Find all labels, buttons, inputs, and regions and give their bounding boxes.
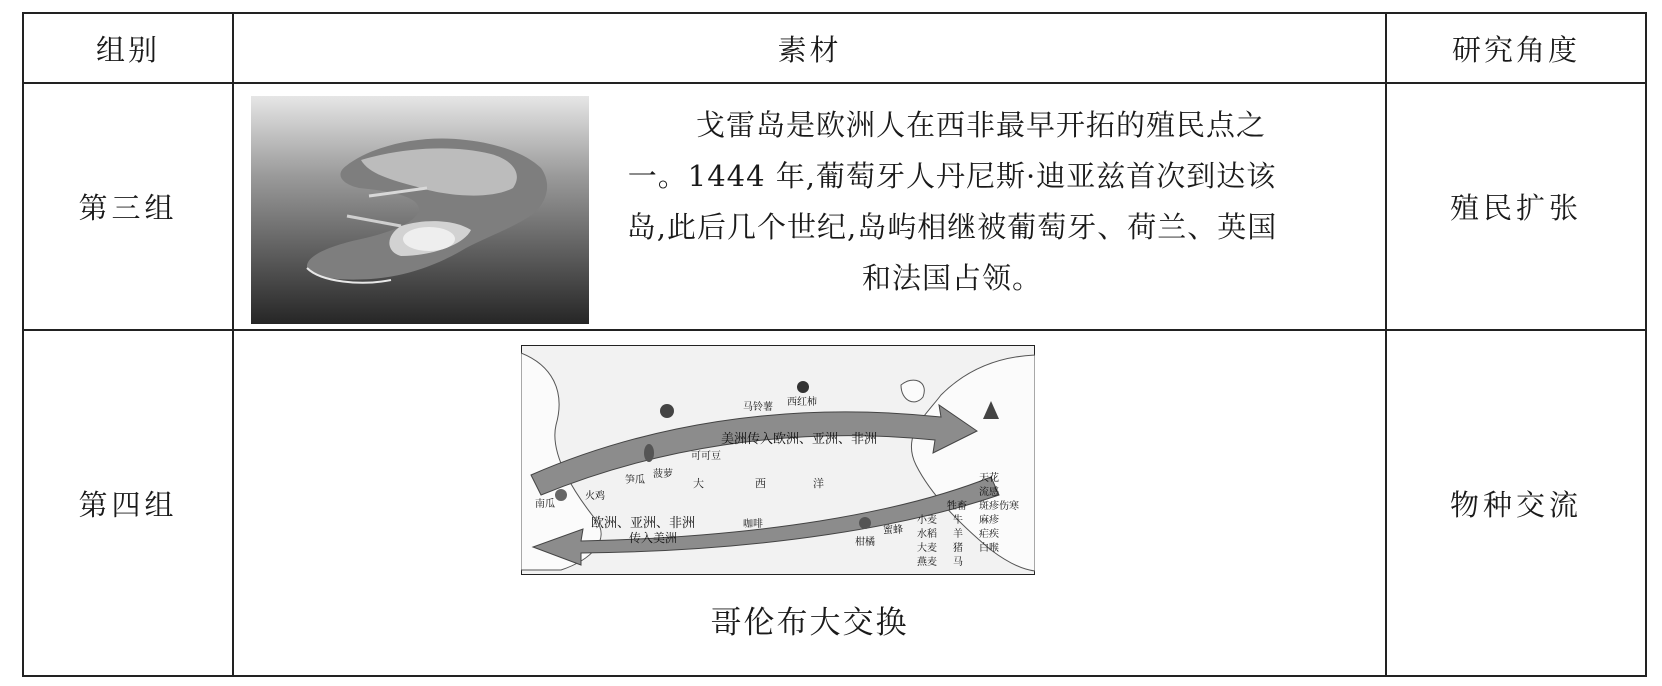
material-cell: [233, 330, 1386, 676]
disease-label: 白喉: [979, 543, 999, 554]
disease-label: 麻疹: [979, 515, 999, 526]
orange-icon: [859, 517, 871, 529]
goree-island-photo: [251, 96, 589, 324]
header-group: 组别: [23, 13, 233, 83]
group-label: 第三组: [23, 83, 233, 330]
research-angle: 物种交流: [1386, 330, 1646, 676]
item-label: 大麦: [917, 543, 937, 554]
item-label: 可可豆: [691, 451, 721, 462]
research-angle: 殖民扩张: [1386, 83, 1646, 330]
item-label: 火鸡: [585, 491, 605, 502]
upper-arrow-label: 美洲传入欧洲、亚洲、非洲: [721, 432, 878, 447]
item-label: 猪: [953, 543, 963, 554]
ocean-label: 洋: [813, 477, 824, 490]
pumpkin-icon: [555, 489, 567, 501]
item-label: 菠萝: [653, 469, 673, 480]
lower-arrow-label: 传入美洲: [629, 531, 678, 545]
table-row: [23, 330, 1646, 676]
item-label: 西红柿: [787, 397, 817, 408]
columbian-exchange-map: [521, 345, 1035, 575]
item-label: 马铃薯: [743, 402, 773, 413]
item-label: 燕麦: [917, 557, 937, 568]
lower-arrow-label: 欧洲、亚洲、非洲: [591, 516, 696, 531]
item-label: 柑橘: [855, 537, 875, 548]
disease-label: 斑疹伤寒: [979, 501, 1019, 512]
goree-description: 戈雷岛是欧洲人在西非最早开拓的殖民点之一。1444 年,葡萄牙人丹尼斯·迪亚兹首次到达该岛,此后几个世纪,岛屿相继被葡萄牙、荷兰、英国和法国占领。: [626, 108, 1278, 295]
header-row: [23, 13, 1646, 83]
ocean-label: 大: [693, 477, 704, 490]
group-label: 第四组: [23, 330, 233, 676]
disease-label: 天花: [979, 473, 999, 484]
material-cell: [233, 83, 1386, 330]
table-row: [23, 83, 1646, 330]
item-label: 水稻: [917, 529, 937, 540]
item-label: 蜜蜂: [883, 525, 903, 536]
item-label: 牲畜: [947, 501, 967, 512]
disease-label: 疟疾: [979, 529, 999, 540]
item-label: 小麦: [917, 515, 937, 526]
item-label: 南瓜: [535, 499, 555, 510]
ocean-label: 西: [755, 477, 766, 490]
item-label: 牛: [953, 515, 963, 526]
item-label: 笋瓜: [625, 475, 645, 486]
content-table: [22, 12, 1647, 677]
disease-label: 流感: [979, 487, 999, 498]
map-caption: 哥伦布大交换: [710, 605, 909, 641]
header-angle: 研究角度: [1386, 13, 1646, 83]
item-label: 咖啡: [743, 519, 763, 530]
item-label: 马: [953, 557, 963, 568]
cocoa-icon: [660, 404, 674, 418]
header-material: 素材: [233, 13, 1386, 83]
item-label: 羊: [953, 529, 963, 540]
pineapple-icon: [644, 444, 654, 462]
tomato-icon: [797, 381, 809, 393]
